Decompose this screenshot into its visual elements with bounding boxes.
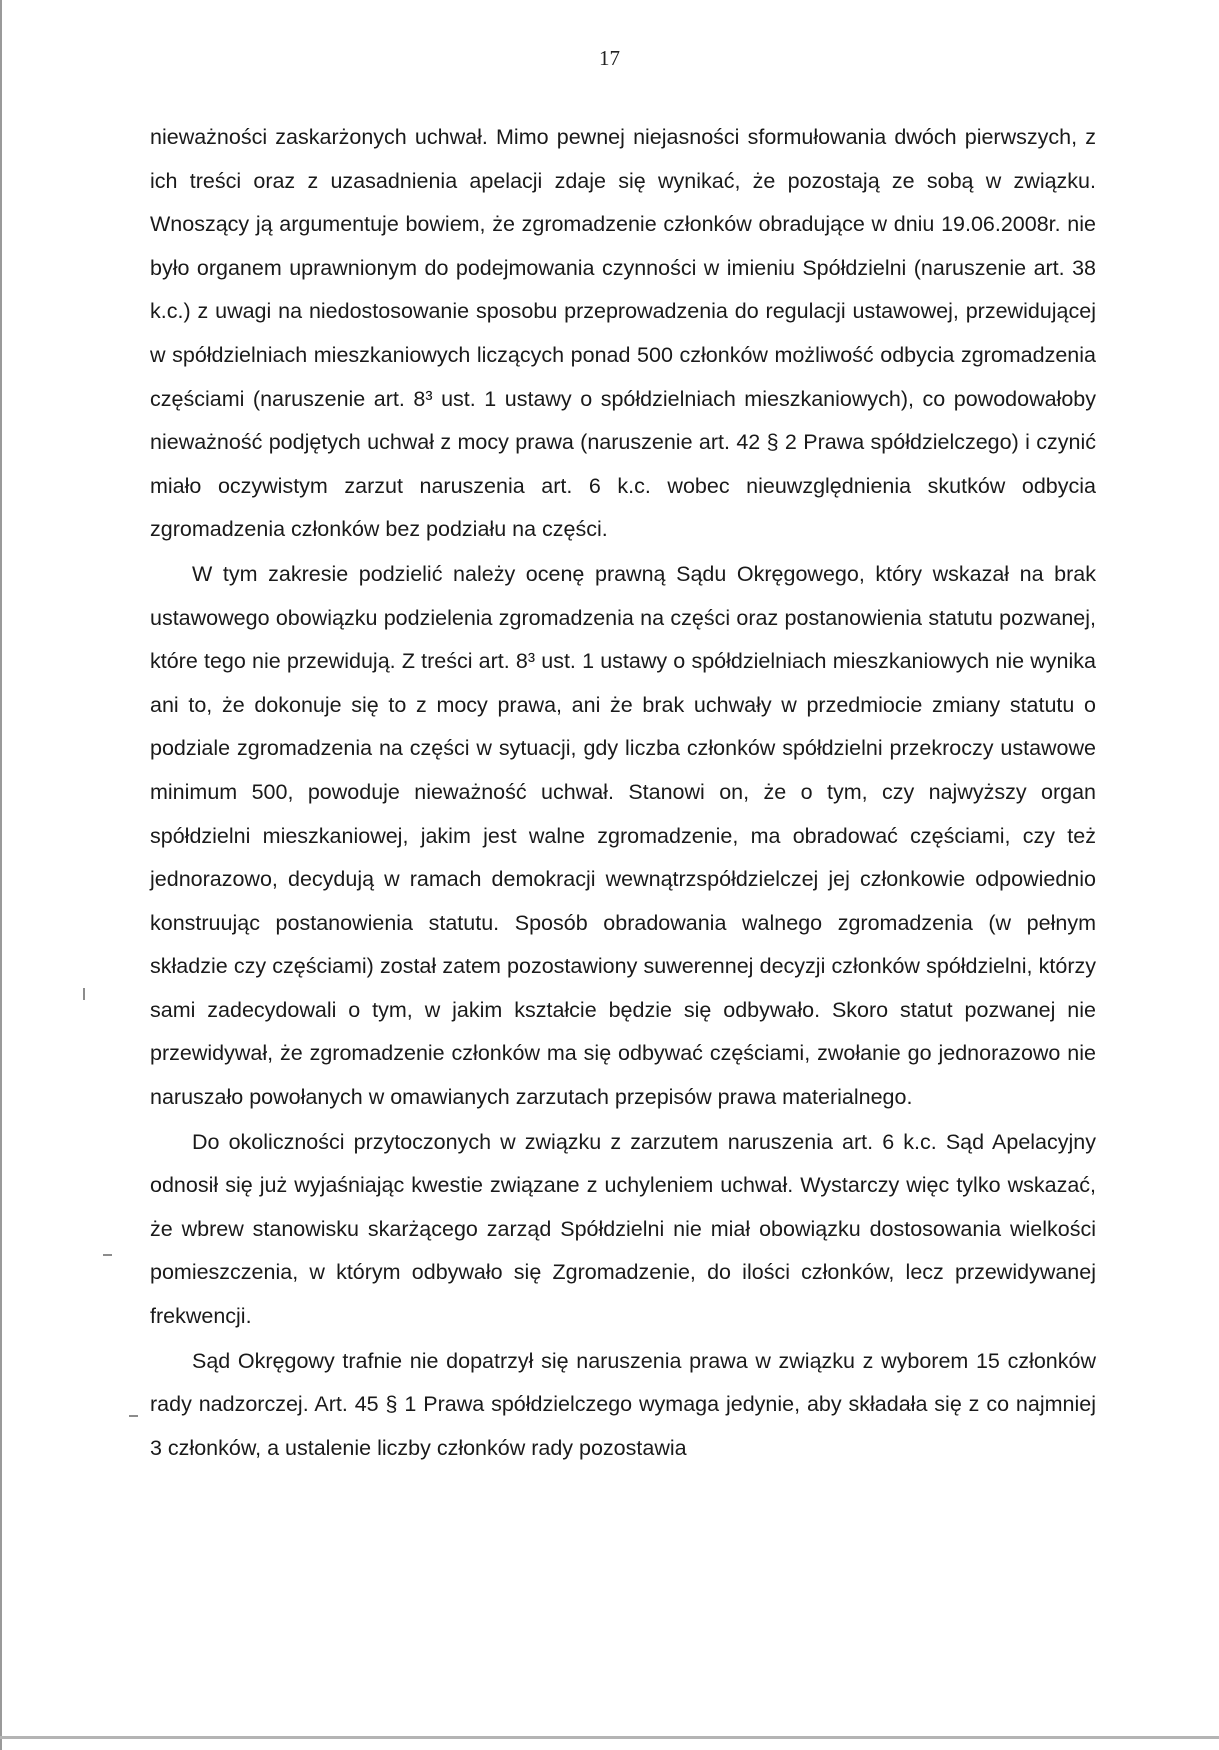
document-body — [150, 116, 1096, 1470]
page-number: 17 — [599, 46, 620, 70]
scan-mark-dash — [103, 1254, 112, 1256]
scan-edge-bottom — [0, 1736, 1219, 1739]
scan-mark-left — [83, 988, 85, 1000]
scan-mark-dash-2 — [129, 1415, 138, 1417]
paragraph-3: Do okoliczności przytoczonych w związku z zarzutem naruszenia art. 6 k.c. Sąd Apelacyjny odnosił się już wyjaśniając kwestie związane z uchyleniem uchwał. Wystarczy więc tylko wskazać, że wbrew stanowisku skarżącego zarząd Spółdzielni nie miał obowiązku dostosowania wielkości pomieszczenia, w którym odbywało się Zgromadzenie, do ilości członków, lecz przewidywanej frekwencji. — [150, 1129, 1096, 1329]
paragraph-2: W tym zakresie podzielić należy ocenę prawną Sądu Okręgowego, który wskazał na brak ustawowego obowiązku podzielenia zgromadzenia na części oraz postanowienia statutu pozwanej, które tego nie przewidują. Z treści art. 8³ ust. 1 ustawy o spółdzielniach mieszkaniowych nie wynika ani to, że dokonuje się to z mocy prawa, ani że brak uchwały w przedmiocie zmiany statutu o podziale zgromadzenia na części w sytuacji, gdy liczba członków spółdzielni przekroczy ustawowe minimum 500, powoduje nieważność uchwał. Stanowi on, że o tym, czy najwyższy organ spółdzielni mieszkaniowej, jakim jest walne zgromadzenie, ma obradować częściami, czy też jednorazowo, decydują w ramach demokracji wewnątrzspółdzielczej jej członkowie odpowiednio konstruując postanowienia statutu. Sposób obradowania walnego zgromadzenia (w pełnym składzie czy częściami) został zatem pozostawiony suwerennej decyzji członków spółdzielni, którzy sami zadecydowali o tym, w jakim kształcie będzie się odbywało. Skoro statut pozwanej nie przewidywał, że zgromadzenie członków ma się odbywać częściami, zwołanie go jednorazowo nie naruszało powołanych w omawianych zarzutach przepisów prawa materialnego. — [150, 561, 1096, 1110]
paragraph-4: Sąd Okręgowy trafnie nie dopatrzył się naruszenia prawa w związku z wyborem 15 członków rady nadzorczej. Art. 45 § 1 Prawa spółdzielczego wymaga jedynie, aby składała się z co najmniej 3 członków, a ustalenie liczby członków rady pozostawia — [150, 1348, 1096, 1460]
scan-edge-left — [0, 0, 2, 1750]
paragraph-1: nieważności zaskarżonych uchwał. Mimo pewnej niejasności sformułowania dwóch pierwszych, z ich treści oraz z uzasadnienia apelacji zdaje się wynikać, że pozostają ze sobą w związku. Wnoszący ją argumentuje bowiem, że zgromadzenie członków obradujące w dniu 19.06.2008r. nie było organem uprawnionym do podejmowania czynności w imieniu Spółdzielni (naruszenie art. 38 k.c.) z uwagi na niedostosowanie sposobu przeprowadzenia do regulacji ustawowej, przewidującej w spółdzielniach mieszkaniowych liczących ponad 500 członków możliwość odbycia zgromadzenia częściami (naruszenie art. 8³ ust. 1 ustawy o spółdzielniach mieszkaniowych), co powodowałoby nieważność podjętych uchwał z mocy prawa (naruszenie art. 42 § 2 Prawa spółdzielczego) i czynić miało oczywistym zarzut naruszenia art. 6 k.c. wobec nieuwzględnienia skutków odbycia zgromadzenia członków bez podziału na części. — [150, 125, 1096, 542]
